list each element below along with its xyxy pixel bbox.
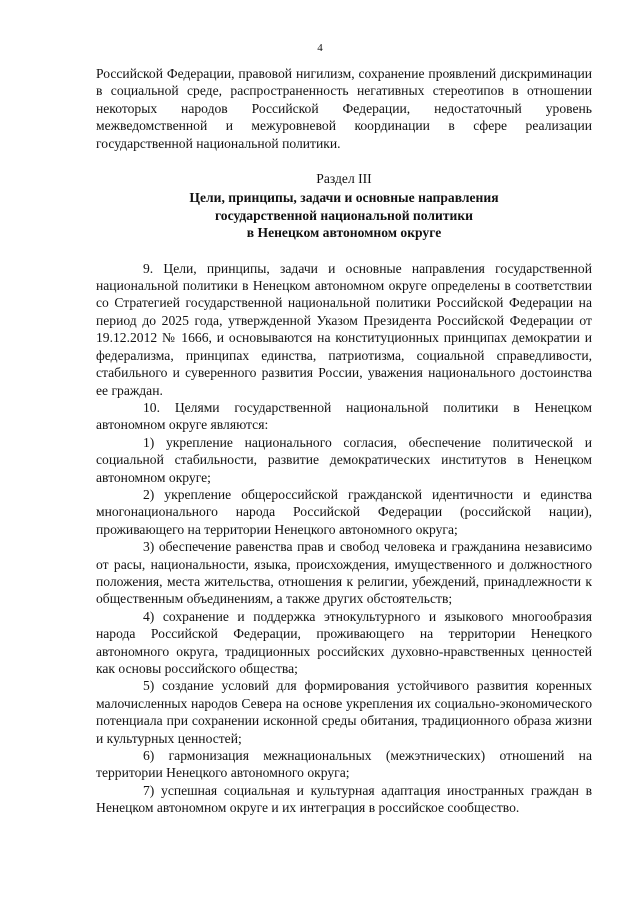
section-title-line: Цели, принципы, задачи и основные направления <box>189 190 499 206</box>
list-item-6: 6) гармонизация межнациональных (межэтнических) отношений на территории Ненецкого автономного округа; <box>96 748 592 781</box>
paragraph-9: 9. Цели, принципы, задачи и основные направления государственной национальной политики в Ненецком автономном округе определены в соответствии со Стратегией государственной национальной политики Российской Федерации на период до 2025 года, утвержденной Указом Президента Российской Федерации от 19.12.2012 № 1666, и основываются на конституционных принципах демократии и федерализма, принципах единства, патриотизма, социальной справедливости, стабильного и суверенного развития России, уважения национального достоинства ее граждан. <box>96 260 592 398</box>
section-label: Раздел III <box>316 171 372 187</box>
section-title-line: государственной национальной политики <box>214 207 474 223</box>
document-body <box>96 65 592 817</box>
section-title <box>96 189 592 241</box>
list-item-3: 3) обеспечение равенства прав и свобод человека и гражданина независимо от расы, национальности, языка, происхождения, имущественного и должностного положения, места жительства, отношения к религии, убеждений, принадлежности к общественным объединениям, а также других обстоятельств; <box>96 539 592 607</box>
page-number: 4 <box>317 42 323 54</box>
section-title-line: в Ненецком автономном округе <box>246 225 442 241</box>
list-item-1: 1) укрепление национального согласия, обеспечение политической и социальной стабильности, развитие демократических институтов в Ненецком автономном округе; <box>96 434 592 485</box>
list-item-5: 5) создание условий для формирования устойчивого развития коренных малочисленных народов Севера на основе укрепления их социально-экономического потенциала при сохранении исконной среды обитания, традиционного образа жизни и культурных ценностей; <box>96 678 592 746</box>
intro-paragraph: Российской Федерации, правовой нигилизм, сохранение проявлений дискриминации в социальной среде, распространенность негативных стереотипов в отношении некоторых народов Российской Федерации, недостаточный уровень межведомственной и межуровневой координации в сфере реализации государственной национальной политики. <box>96 66 592 151</box>
list-item-7: 7) успешная социальная и культурная адаптация иностранных граждан в Ненецком автономном округе и их интеграция в российское сообщество. <box>96 782 592 816</box>
list-item-2: 2) укрепление общероссийской гражданской идентичности и единства многонационального народа Российской Федерации (российской нации), проживающего на территории Ненецкого автономного округа; <box>96 486 592 537</box>
list-item-4: 4) сохранение и поддержка этнокультурного и языкового многообразия народа Российской Федерации, проживающего на территории Ненецкого автономного округа, традиционных российских духовно-нравственных ценностей как основы российского общества; <box>96 608 592 676</box>
paragraph-10: 10. Целями государственной национальной политики в Ненецком автономном округе являются: <box>96 399 592 433</box>
